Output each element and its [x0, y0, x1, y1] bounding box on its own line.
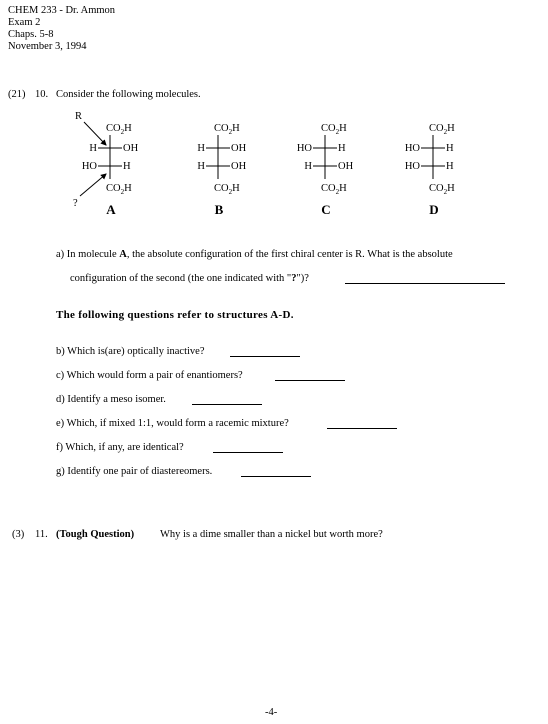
molecule-b-c1-left: H	[197, 143, 205, 154]
molecule-d-c1-left: HO	[404, 143, 420, 154]
answer-blank-d[interactable]	[192, 404, 262, 405]
molecule-c-top-co2h: $CO_2H$	[321, 123, 347, 136]
molecule-a-c2-left: HO	[81, 161, 97, 172]
molecule-b-c1-right: OH	[231, 143, 247, 154]
exam-number: Exam 2	[8, 17, 41, 28]
molecule-c-bottom-co2h: $CO_2H$	[321, 183, 347, 196]
course-title: CHEM 233 - Dr. Ammon	[8, 5, 116, 16]
part-b: b) Which is(are) optically inactive?	[56, 346, 205, 357]
molecule-d-c1-right: H	[446, 143, 454, 154]
molecule-c-c1-right: H	[338, 143, 346, 154]
q10-number: 10.	[35, 89, 49, 100]
part-a-line1: a) In molecule A, the absolute configuration of the first chiral center is R. What is the absolute	[56, 249, 453, 260]
question-arrow	[80, 174, 106, 196]
following-heading: The following questions refer to structures A-D.	[56, 309, 294, 321]
molecule-a-top-co2h: $CO_2H$	[106, 123, 132, 136]
molecule-b-label: B	[214, 202, 224, 217]
molecule-c-c2-left: H	[304, 161, 312, 172]
question-label: ?	[73, 198, 78, 209]
molecule-a-c2-right: H	[123, 161, 131, 172]
molecule-b-c2-left: H	[197, 161, 205, 172]
molecule-a-c1-left: H	[89, 143, 97, 154]
exam-date: November 3, 1994	[8, 41, 87, 52]
page-number: -4-	[265, 707, 278, 718]
answer-blank-c[interactable]	[275, 380, 345, 381]
molecule-d-bottom-co2h: $CO_2H$	[429, 183, 455, 196]
q11-text: Why is a dime smaller than a nickel but worth more?	[160, 529, 383, 540]
r-label: R	[75, 111, 83, 122]
molecule-c-c2-right: OH	[338, 161, 354, 172]
molecule-c-label: C	[321, 202, 331, 217]
molecule-a-label: A	[106, 202, 116, 217]
answer-blank-b[interactable]	[230, 356, 300, 357]
molecule-d-top-co2h: $CO_2H$	[429, 123, 455, 136]
molecule-d-c2-right: H	[446, 161, 454, 172]
molecule-b-bottom-co2h: $CO_2H$	[214, 183, 240, 196]
answer-blank-f[interactable]	[213, 452, 283, 453]
r-arrow	[84, 122, 106, 145]
answer-blank-g[interactable]	[241, 476, 311, 477]
q10-prompt: Consider the following molecules.	[56, 89, 201, 100]
part-c: c) Which would form a pair of enantiomers?	[56, 370, 243, 381]
q11-number: 11.	[35, 529, 48, 540]
molecule-b-c2-right: OH	[231, 161, 247, 172]
molecule-a-c1-right: OH	[123, 143, 139, 154]
molecule-b-top-co2h: $CO_2H$	[214, 123, 240, 136]
molecule-d-label: D	[429, 202, 439, 217]
part-g: g) Identify one pair of diastereomers.	[56, 466, 213, 477]
part-a-line2: configuration of the second (the one indicated with "?")?	[70, 273, 309, 284]
q10-points: (21)	[8, 89, 26, 100]
answer-blank-e[interactable]	[327, 428, 397, 429]
part-f: f) Which, if any, are identical?	[56, 442, 184, 453]
q11-tough-label: (Tough Question)	[56, 529, 135, 540]
part-e: e) Which, if mixed 1:1, would form a racemic mixture?	[56, 418, 289, 429]
part-d: d) Identify a meso isomer.	[56, 394, 166, 405]
q11-points: (3)	[12, 529, 25, 540]
chapters: Chaps. 5-8	[8, 29, 54, 40]
molecule-c-c1-left: HO	[296, 143, 312, 154]
molecule-a-bottom-co2h: $CO_2H$	[106, 183, 132, 196]
answer-blank-a[interactable]	[345, 283, 505, 284]
molecule-d-c2-left: HO	[404, 161, 420, 172]
